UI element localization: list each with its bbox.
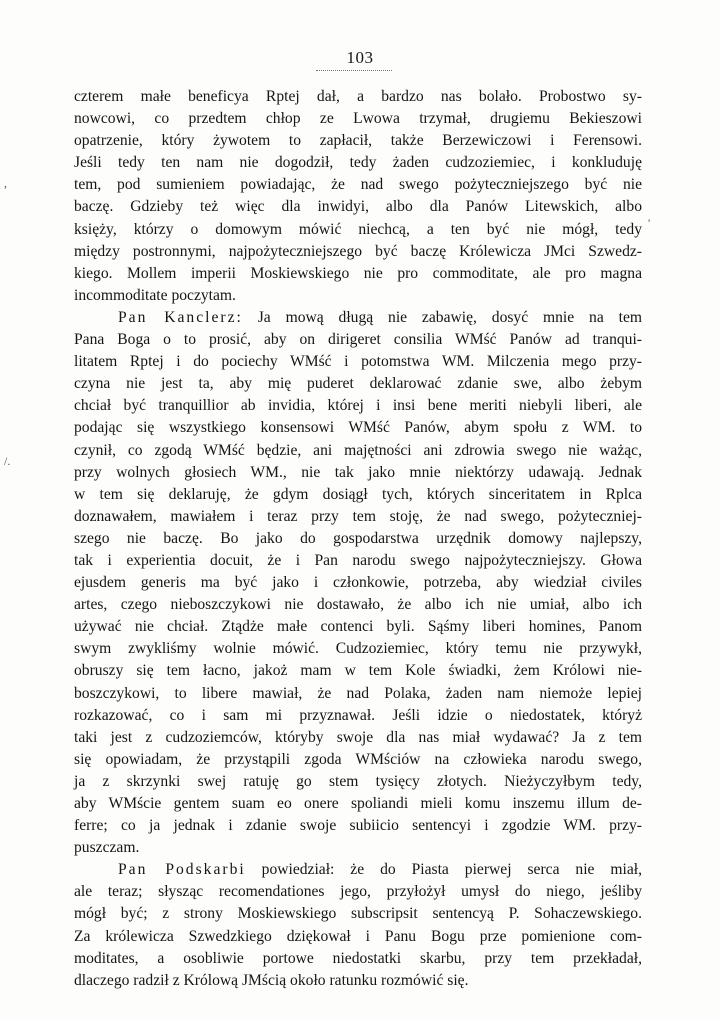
- text-line: boszczykowi, to libere mawiał, że nad Polaka, żaden nam niemoże lepiej: [74, 684, 642, 702]
- text-line: między postronnymi, najpożyteczniejszego być baczę Królewicza JMci Szwedz-: [74, 242, 642, 260]
- text-line: czynił, co zgodą WMść będzie, ani majętności ani zdrowia swego nie ważąc,: [74, 441, 642, 459]
- text-line: podając się wszystkiego konsensowi WMść Panów, abym społu z WM. to: [74, 419, 642, 437]
- text-line: przy wolnych głosiech WM., nie tak jako mnie niektórzy udawają. Jednak: [74, 463, 642, 481]
- margin-mark: ,: [4, 176, 7, 190]
- text-line: aby WMście gentem suam eo onere spoliandi mieli komu inszemu illum de-: [74, 795, 642, 812]
- text-line: opatrzenie, który żywotem to zapłacił, także Berzewiczowi i Ferensowi.: [74, 132, 642, 150]
- paragraph-3: [74, 859, 642, 992]
- text-line: mógł być; z strony Moskiewskiego subscripsit sentencyą P. Sohaczewskiego.: [74, 905, 642, 923]
- text-line: puszczam.: [74, 839, 140, 857]
- page-number: 103: [346, 48, 374, 67]
- text-line: czyna nie jest ta, aby mię puderet deklarować zdanie swe, albo żebym: [74, 375, 642, 393]
- text-line: ejusdem generis ma być jako i członkowie, potrzeba, aby wiedział civiles: [74, 574, 642, 592]
- text-line: się opowiadam, że przystąpili zgoda WMściów na człowieka narodu swego,: [74, 750, 642, 768]
- text-line: litatem Rptej i do pociechy WMść i potomstwa WM. Milczenia mego przy-: [74, 353, 642, 371]
- text-line: ferre; co ja jednak i zdanie swoje subiicio sentencyi i zgodzie WM. przy-: [74, 817, 642, 835]
- text-line: moditates, a osobliwie portowe niedostatki skarbu, przy tem przekładał,: [74, 949, 642, 967]
- paragraph-2: [74, 307, 642, 859]
- text-line: kiego. Mollem imperii Moskiewskiego nie pro commoditate, ale pro magna: [74, 264, 642, 282]
- margin-mark: /.: [4, 454, 11, 468]
- text-line: artes, czego nieboszczykowi nie dostawało, że albo ich nie umiał, albo ich: [74, 596, 642, 614]
- text-line: używać nie chciał. Ztądże małe contenci byli. Sąśmy liberi homines, Panom: [74, 618, 642, 636]
- text-line: w tem się deklaruję, że gdym dosiągł tych, których sinceritatem in Rplca: [74, 485, 642, 503]
- page-number-rule: [316, 70, 392, 71]
- text-line: [74, 859, 642, 881]
- text-line: rozkazować, co i sam mi przyznawał. Jeśli idzie o niedostatek, któryż: [74, 706, 642, 724]
- text-line-rest: powiedział: że do Piasta pierwej serca nie miał,: [261, 861, 643, 879]
- text-line: Pana Boga o to prosić, aby on dirigeret consilia WMść Panów ad tranqui-: [74, 331, 642, 349]
- text-line: baczę. Gdzieby też więc dla inwidyi, albo dla Panów Litewskich, albo: [74, 198, 642, 216]
- paragraph-1: [74, 86, 642, 307]
- text-line: ja z skrzynki swej ratuję go stem tysięcy złotych. Nieżyczyłbym tedy,: [74, 772, 642, 790]
- text-line: tak i experientia docuit, że i Pan narodu swego najpożyteczniejszy. Głowa: [74, 551, 642, 569]
- text-line: obruszy się tem łacno, jakoż mam w tem Kole świadki, żem Królowi nie-: [74, 662, 642, 680]
- text-line: [74, 307, 642, 329]
- speaker-name: Pan Kanclerz:: [118, 308, 243, 326]
- text-line: chciał być tranquillior ab invidia, której i insi bene meriti niebyli liberi, ale: [74, 397, 642, 415]
- text-line: dlaczego radził z Królową JMścią około ratunku rozmówić się.: [74, 971, 469, 989]
- text-line: swym zwykliśmy wolnie mówić. Cudzoziemiec, który temu nie przywykł,: [74, 640, 642, 658]
- text-line: tem, pod sumieniem powiadając, że nad swego pożyteczniejszego być nie: [74, 176, 642, 194]
- text-line: incommoditate poczytam.: [74, 286, 236, 304]
- text-line: taki jest z cudzoziemców, któryby swoje dla nas miał wydawać? Ja z tem: [74, 728, 642, 746]
- text-line: Za królewicza Szwedzkiego dziękował i Panu Bogu prze pomienione com-: [74, 927, 642, 945]
- body-text: [74, 86, 642, 992]
- text-line: ale teraz; słysząc recomendationes jego, przyłożył umysł do niego, jeśliby: [74, 883, 642, 901]
- text-line: szego nie baczę. Bo jako do gospodarstwa urzędnik domowy najlepszy,: [74, 529, 642, 547]
- text-line: doznawałem, mawiałem i teraz przy tem stoję, że nad swego, pożyteczniej-: [74, 507, 642, 525]
- text-line: czterem małe beneficya Rptej dał, a bardzo nas bolało. Probostwo sy-: [74, 88, 642, 105]
- text-line: księży, którzy o domowym mówić niechcą, a ten być nie mógł, tedy: [74, 220, 642, 238]
- margin-mark: ': [648, 216, 651, 230]
- speaker-name: Pan Podskarbi: [118, 861, 246, 879]
- text-line-rest: Ja mową długą nie zabawię, dosyć mnie na tem: [257, 308, 642, 326]
- text-line: nowcowi, co przedtem chłop ze Lwowa trzymał, drugiemu Bekieszowi: [74, 110, 642, 128]
- text-line: Jeśli tedy ten nam nie dogodził, tedy żaden cudzoziemiec, i konkluduję: [74, 154, 642, 172]
